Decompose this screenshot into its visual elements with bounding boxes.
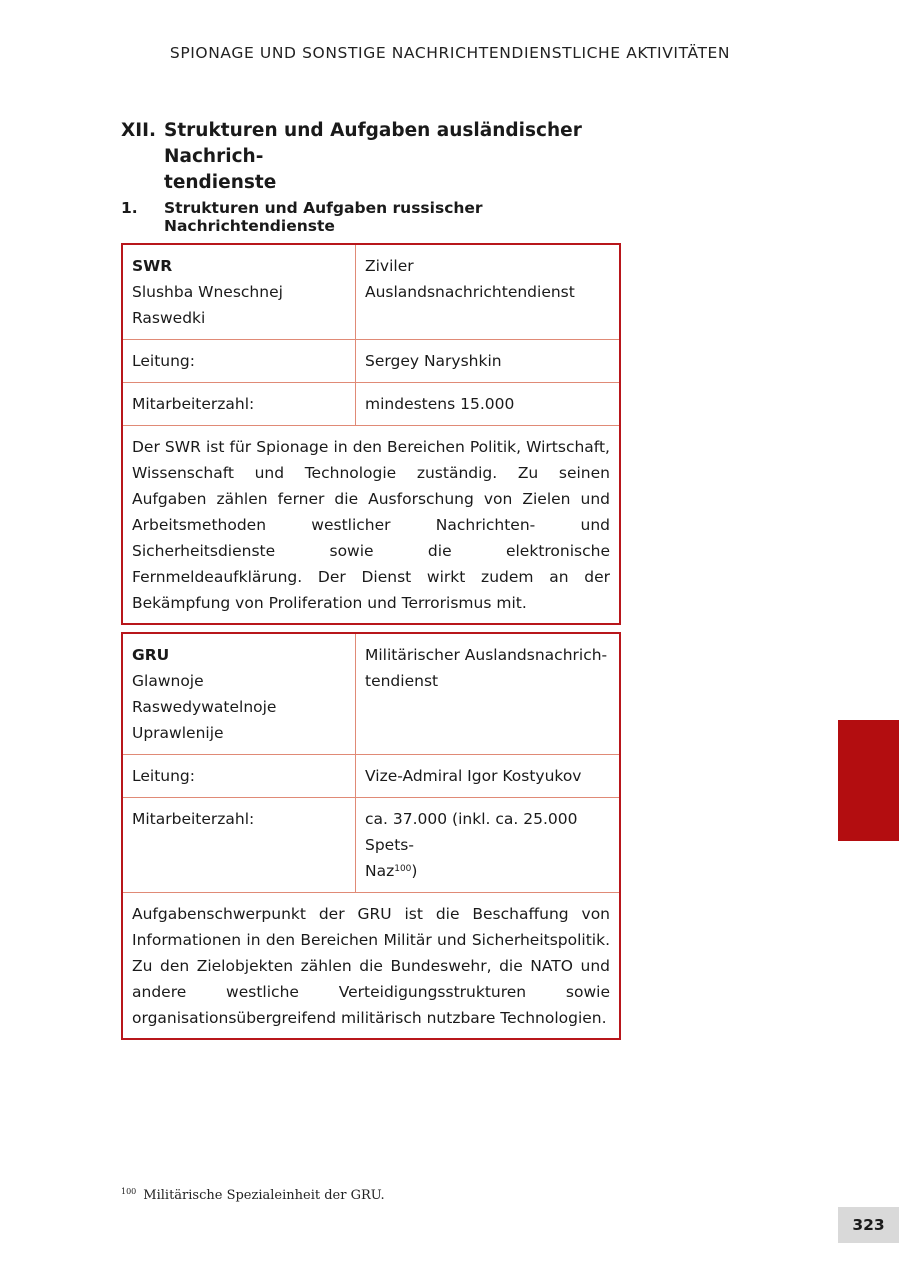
- gru-staff-row: [122, 798, 620, 893]
- gru-description-row: [122, 893, 620, 1040]
- swr-full-name: Slushba Wneschnej Raswedki: [132, 283, 283, 327]
- swr-staff-label: Mitarbeiterzahl:: [122, 383, 356, 426]
- gru-leitung-value: Vize-Admiral Igor Kostyukov: [356, 755, 621, 798]
- footnote-text: Militärische Spezialeinheit der GRU.: [143, 1188, 385, 1203]
- swr-staff-value: mindestens 15.000: [356, 383, 621, 426]
- gru-staff-line2: Naz: [365, 862, 395, 880]
- swr-description-row: [122, 426, 620, 625]
- gru-abbr: GRU: [132, 646, 170, 664]
- footnote: [121, 1187, 385, 1203]
- gru-type-line1: Militärischer Auslandsnachrich-: [365, 646, 608, 664]
- gru-staff-label: Mitarbeiterzahl:: [122, 798, 356, 893]
- gru-name-cell: [122, 633, 356, 755]
- gru-description: Aufgabenschwerpunkt der GRU ist die Beschaffung von Informationen in den Bereichen Militär und Sicherheitspolitik. Zu den Zielobjekten zählen die Bundeswehr, die NATO und andere westliche Verteidigungsstrukturen sowie organisationsübergreifend militärisch nutzbare Technologien.: [122, 893, 620, 1040]
- swr-abbr: SWR: [132, 257, 173, 275]
- swr-leitung-row: [122, 340, 620, 383]
- gru-full-name-line2: Uprawlenije: [132, 724, 224, 742]
- gru-full-name-line1: Glawnoje Raswedywatelnoje: [132, 672, 277, 716]
- swr-leitung-label: Leitung:: [122, 340, 356, 383]
- swr-description: Der SWR ist für Spionage in den Bereichen Politik, Wirtschaft, Wissenschaft und Technologie zuständig. Zu seinen Aufgaben zählen ferner die Ausforschung von Zielen und Arbeitsmethoden westlicher Nachrichten- und Sicherheitsdienste sowie die elektronische Fernmeldeaufklärung. Der Dienst wirkt zudem an der Bekämpfung von Proliferation und Terrorismus mit.: [122, 426, 620, 625]
- swr-name-cell: [122, 244, 356, 340]
- chapter-title: [164, 118, 641, 196]
- swr-staff-row: [122, 383, 620, 426]
- gru-leitung-label: Leitung:: [122, 755, 356, 798]
- swr-name-row: [122, 244, 620, 340]
- gru-leitung-row: [122, 755, 620, 798]
- gru-name-row: [122, 633, 620, 755]
- swr-table: [121, 243, 621, 625]
- section-number: 1.: [121, 199, 138, 217]
- chapter-title-line1: Strukturen und Aufgaben ausländischer Nachrich-: [164, 120, 582, 167]
- running-header: SPIONAGE UND SONSTIGE NACHRICHTENDIENSTLICHE AKTIVITÄTEN: [169, 44, 731, 62]
- chapter-heading: [121, 118, 641, 196]
- gru-type-line2: tendienst: [365, 672, 439, 690]
- gru-type-cell: [356, 633, 621, 755]
- gru-table: [121, 632, 621, 1040]
- section-title: Strukturen und Aufgaben russischer Nachrichtendienste: [164, 199, 483, 235]
- footnote-reference[interactable]: 100: [394, 864, 412, 874]
- gru-staff-value: [356, 798, 621, 893]
- page-number: 323: [838, 1207, 899, 1243]
- gru-staff-line1: ca. 37.000 (inkl. ca. 25.000 Spets-: [365, 810, 578, 854]
- chapter-number: XII.: [121, 120, 157, 141]
- chapter-tab-marker: [838, 720, 899, 841]
- swr-leitung-value: Sergey Naryshkin: [356, 340, 621, 383]
- section-heading: [121, 199, 641, 235]
- swr-type-cell: Ziviler Auslandsnachrichtendienst: [356, 244, 621, 340]
- gru-staff-close: ): [411, 862, 418, 880]
- footnote-mark: 100: [121, 1187, 137, 1196]
- chapter-title-line2: tendienste: [164, 172, 277, 193]
